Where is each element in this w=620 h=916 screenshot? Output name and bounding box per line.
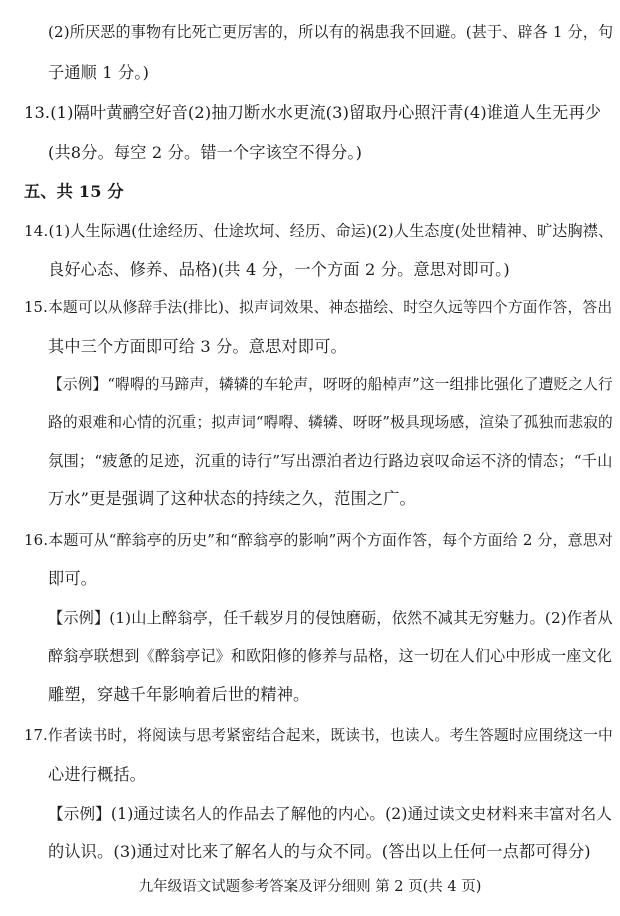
question-16-example-cont-2: 雕塑，穿越千年影响着后世的精神。: [48, 685, 310, 704]
question-13-answer: 13.(1)隔叶黄鹂空好音(2)抽刀断水水更流(3)留取丹心照汗青(4)谁道人生无再少: [24, 103, 602, 122]
question-17-example-cont: 的认识。(3)通过对比来了解名人的与众不同。(答出以上任何一点都可得分): [48, 842, 591, 861]
question-16-example-cont-1: 醉翁亭联想到《醉翁亭记》和欧阳修的修养与品格，这一切在人们心中形成一座文化: [48, 647, 613, 665]
question-13-score: (共8分。每空 2 分。错一个字该空不得分。): [48, 143, 363, 162]
text-line-13-2-cont: (2)所厌恶的事物有比死亡更厉害的，所以有的祸患我不回避。(甚于、辟各 1 分，句: [48, 23, 614, 41]
question-15-example-cont-1: 路的艰难和心情的沉重；拟声词“嘚嘚、辚辚、呀呀”极具现场感，渲染了孤独而悲寂的: [48, 414, 613, 431]
question-14-answer-cont: 良好心态、修养、品格)(共 4 分，一个方面 2 分。意思对即可。): [48, 260, 510, 279]
section-five-heading: 五、共 15 分: [24, 182, 124, 201]
page-footer: 九年级语文试题参考答案及评分细则 第 2 页(共 4 页): [138, 879, 482, 895]
question-16-answer-cont: 即可。: [48, 569, 98, 588]
question-15-answer-cont: 其中三个方面即可给 3 分。意思对即可。: [48, 337, 347, 356]
question-16-example: 【示例】(1)山上醉翁亭，任千载岁月的侵蚀磨砺，依然不减其无穷魅力。(2)作者从: [48, 609, 613, 627]
question-16-answer: 16.本题可从“醉翁亭的历史”和“醉翁亭的影响”两个方面作答，每个方面给 2 分，意思对: [24, 531, 613, 549]
question-15-example: 【示例】“嘚嘚的马蹄声，辚辚的车轮声，呀呀的船棹声”这一组排比强化了遭贬之人行: [48, 376, 613, 393]
question-17-example: 【示例】(1)通过读名人的作品去了解他的内心。(2)通过读文史材料来丰富对名人: [48, 805, 613, 823]
question-15-example-cont-2: 氛围；“疲惫的足迹，沉重的诗行”写出漂泊者边行路边哀叹命运不济的情态；“千山: [48, 452, 613, 470]
question-15-example-cont-3: 万水”更是强调了这种状态的持续之久，范围之广。: [48, 489, 416, 508]
question-17-answer: 17.作者读书时，将阅读与思考紧密结合起来，既读书，也读人。考生答题时应围绕这一中: [24, 727, 613, 744]
question-17-answer-cont: 心进行概括。: [48, 765, 147, 784]
question-15-answer: 15.本题可以从修辞手法(排比)、拟声词效果、神态描绘、时空久远等四个方面作答，答出: [24, 299, 613, 316]
question-14-answer: 14.(1)人生际遇(仕途经历、仕途坎坷、经历、命运)(2)人生态度(处世精神、旷达胸襟、: [24, 222, 614, 240]
text-line-13-2-score: 子通顺 1 分。): [48, 63, 150, 82]
